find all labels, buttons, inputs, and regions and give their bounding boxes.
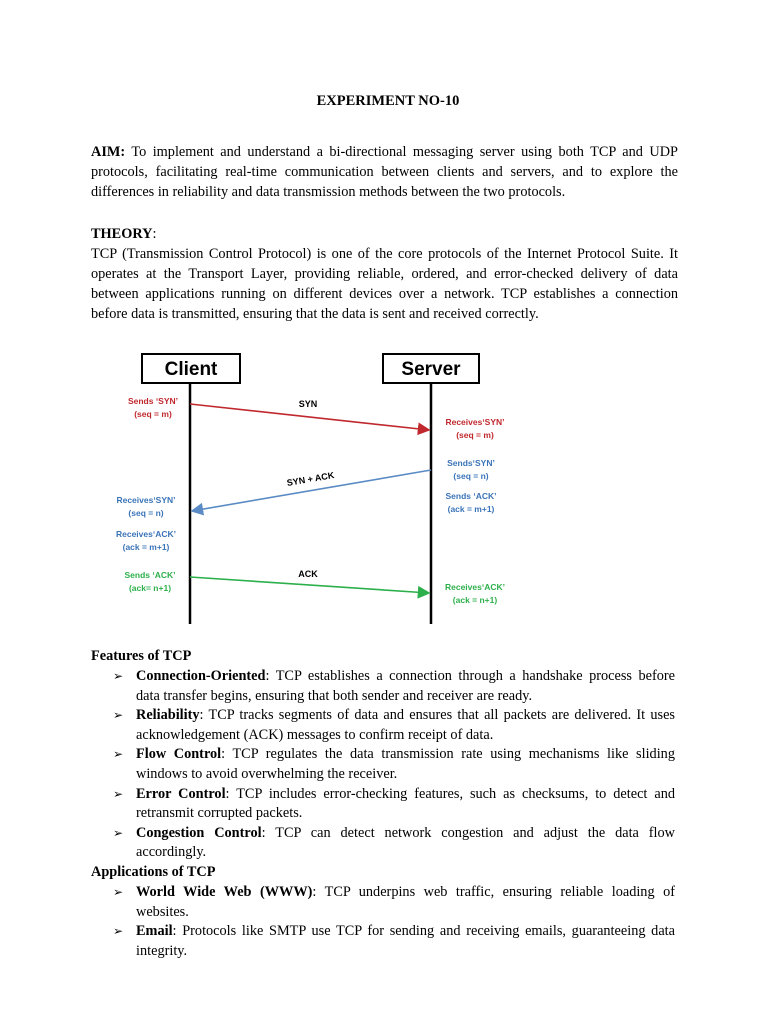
theory-heading (91, 224, 678, 244)
client-sends-ack-note (124, 570, 175, 593)
aim-paragraph (91, 142, 678, 202)
list-item (91, 922, 675, 961)
applications-heading: Applications of TCP (91, 864, 216, 880)
feature-text: : TCP includes error-checking features, such as checksums, to detect and retransmit corrupted packets. (136, 785, 675, 822)
ack-arrow (190, 577, 429, 593)
feature-text: : TCP regulates the data transmission rate using mechanisms like sliding windows to avoid overwhelming the receiver. (136, 746, 675, 782)
svg-text:Sends ‘ACK’: Sends ‘ACK’ (124, 570, 176, 580)
page-title: EXPERIMENT NO-10 (316, 93, 460, 109)
list-item (91, 706, 675, 745)
server-sends-ack-note (445, 491, 496, 514)
feature-text: : TCP can detect network congestion and adjust the data flow accordingly. (136, 824, 675, 861)
svg-text:Receives‘SYN’: Receives‘SYN’ (445, 417, 505, 427)
svg-text:(ack = n+1): (ack = n+1) (452, 595, 498, 605)
feature-text: : TCP establishes a connection through a handshake process before data transfer begins, ensuring that both sender and receiver are ready. (136, 668, 675, 704)
svg-text:Receives‘SYN’: Receives‘SYN’ (116, 495, 176, 505)
svg-text:(seq = m): (seq = m) (134, 409, 172, 419)
tcp-handshake-diagram (100, 348, 540, 628)
features-heading: Features of TCP (91, 648, 192, 664)
list-item (91, 883, 675, 922)
theory-colon: : (152, 226, 157, 242)
aim-text: To implement and understand a bi-directional messaging server using both TCP and UDP protocols, facilitating real-time communication between clients and servers, and to explore the differences in reliability and data transmission methods between the two protocols. (91, 144, 678, 200)
list-item (91, 745, 675, 784)
syn-label: SYN (298, 399, 318, 409)
server-label: Server (401, 359, 461, 380)
feature-term: Flow Control (136, 746, 222, 763)
feature-term: Error Control (136, 785, 226, 802)
svg-text:(ack = m+1): (ack = m+1) (447, 504, 495, 514)
synack-label: SYN + ACK (286, 470, 335, 489)
svg-text:(seq = m): (seq = m) (456, 430, 494, 440)
client-sends-syn-note (128, 396, 178, 419)
bullet-arrow-icon: ➢ (113, 885, 124, 899)
list-item (91, 667, 675, 706)
bullet-arrow-icon: ➢ (113, 924, 124, 939)
feature-text: : TCP tracks segments of data and ensures that all packets are delivered. It uses acknowledgement (ACK) messages to confirm receipt of data. (136, 707, 675, 743)
feature-term: Reliability (136, 707, 200, 724)
svg-text:Receives‘ACK’: Receives‘ACK’ (444, 582, 506, 592)
application-text: : TCP underpins web traffic, ensuring reliable loading of websites. (136, 884, 676, 920)
features-list (91, 667, 675, 863)
svg-text:Sends‘SYN’: Sends‘SYN’ (447, 458, 495, 468)
bullet-arrow-icon: ➢ (113, 708, 124, 723)
application-term: Email (136, 923, 173, 940)
server-receives-syn-note (445, 417, 504, 440)
feature-term: Congestion Control (136, 824, 262, 841)
svg-text:(ack = m+1): (ack = m+1) (122, 542, 170, 552)
svg-text:Receives‘ACK’: Receives‘ACK’ (115, 529, 177, 539)
list-item (91, 824, 675, 863)
server-sends-syn-note (447, 458, 495, 481)
list-item (91, 785, 675, 824)
svg-text:(seq = n): (seq = n) (128, 508, 164, 518)
client-receives-syn-note (116, 495, 175, 518)
svg-text:Sends ‘SYN’: Sends ‘SYN’ (127, 396, 179, 406)
theory-label: THEORY (91, 226, 153, 242)
bullet-arrow-icon: ➢ (113, 786, 124, 801)
bullet-arrow-icon: ➢ (113, 669, 124, 683)
bullet-arrow-icon: ➢ (113, 825, 124, 840)
feature-term: Connection-Oriented (136, 668, 266, 684)
applications-list (91, 883, 675, 961)
aim-label: AIM: (91, 144, 126, 160)
svg-text:Sends ‘ACK’: Sends ‘ACK’ (445, 491, 497, 501)
svg-text:(seq = n): (seq = n) (453, 471, 489, 481)
application-text: : Protocols like SMTP use TCP for sending and receiving emails, guaranteeing data integrity. (136, 923, 675, 959)
ack-label: ACK (298, 569, 318, 579)
server-receives-ack-note (445, 582, 505, 605)
client-label: Client (164, 359, 218, 380)
bullet-arrow-icon: ➢ (113, 747, 124, 762)
client-receives-ack-note (116, 529, 176, 552)
theory-paragraph: TCP (Transmission Control Protocol) is one of the core protocols of the Internet Protocol Suite. It operates at the Transport Layer, providing reliable, ordered, and error-checked delivery of data between applications running on different devices over a network. TCP establishes a connection before data is transmitted, ensuring that the data is sent and received correctly. (91, 246, 678, 322)
application-term: World Wide Web (WWW) (136, 884, 313, 900)
handshake-svg (100, 348, 540, 628)
svg-text:(ack= n+1): (ack= n+1) (128, 583, 172, 593)
